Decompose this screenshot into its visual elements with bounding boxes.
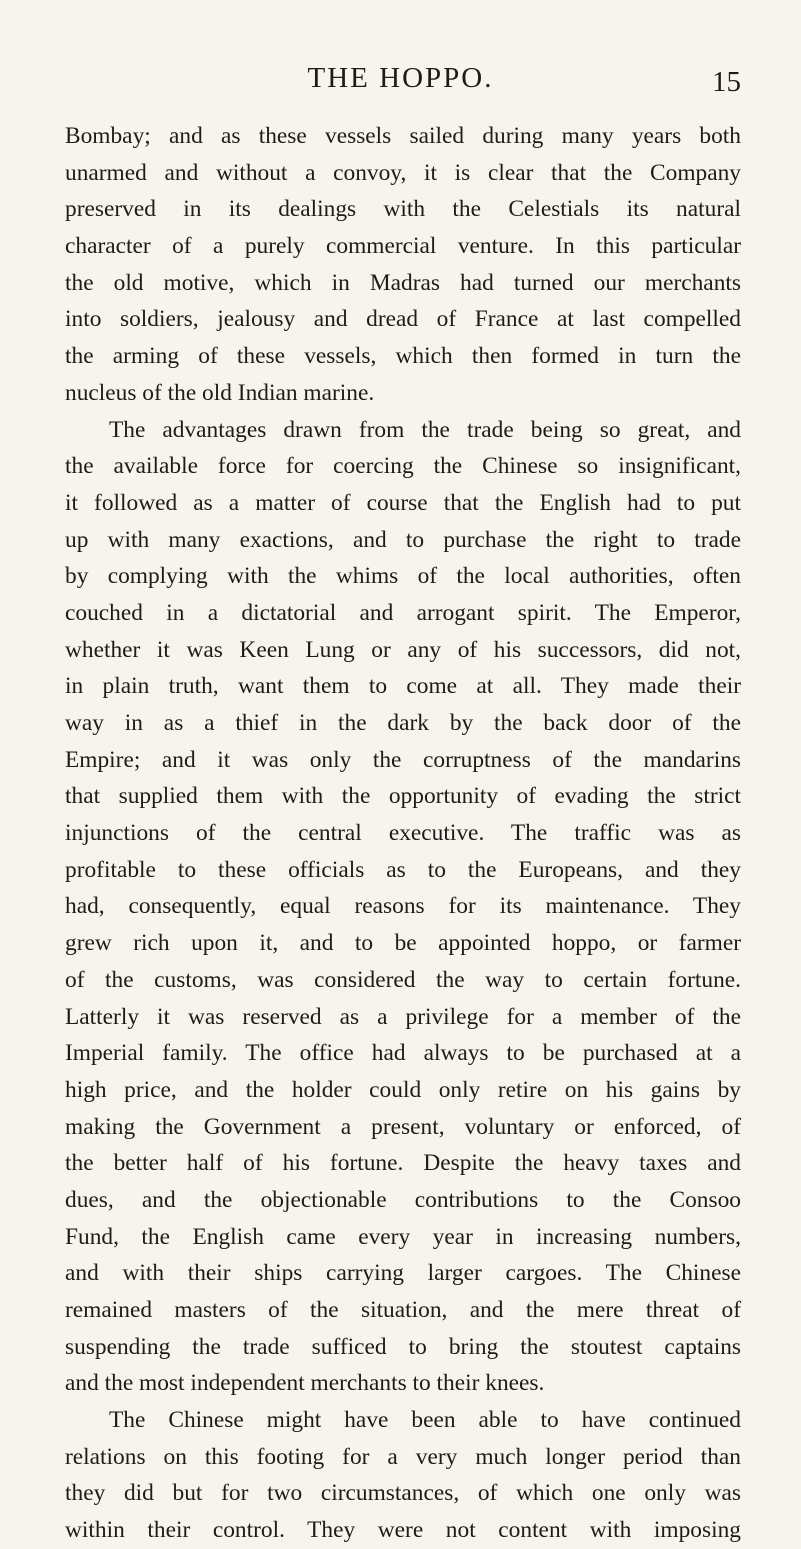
text-line: that supplied them with the opportunity of evading the strict (65, 783, 741, 810)
text-line: the old motive, which in Madras had turned our merchants (65, 269, 741, 296)
running-title: THE HOPPO. (307, 62, 494, 94)
text-line: nucleus of the old Indian marine. (65, 379, 375, 406)
text-line: injunctions of the central executive. The traffic was as (65, 820, 741, 847)
text-line: up with many exactions, and to purchase the right to trade (65, 526, 741, 553)
text-line: and with their ships carrying larger cargoes. The Chinese (65, 1260, 741, 1287)
text-line: The advantages drawn from the trade being so great, and (109, 416, 741, 443)
text-line: the arming of these vessels, which then formed in turn the (65, 343, 741, 370)
text-line: within their control. They were not content with imposing (65, 1517, 741, 1544)
text-line: suspending the trade sufficed to bring the stoutest captains (65, 1333, 741, 1360)
body-text (65, 118, 741, 1549)
text-line: The Chinese might have been able to have continued (109, 1407, 741, 1434)
text-line: making the Government a present, voluntary or enforced, of (65, 1113, 741, 1140)
text-line: profitable to these officials as to the Europeans, and they (65, 856, 741, 883)
text-line: character of a purely commercial venture. In this particular (65, 233, 741, 260)
text-line: Latterly it was reserved as a privilege for a member of the (65, 1003, 741, 1030)
text-line: dues, and the objectionable contributions to the Consoo (65, 1186, 741, 1213)
text-line: they did but for two circumstances, of which one only was (65, 1480, 741, 1507)
text-line: Fund, the English came every year in increasing numbers, (65, 1223, 741, 1250)
text-line: it followed as a matter of course that the English had to put (65, 489, 741, 516)
text-line: remained masters of the situation, and the mere threat of (65, 1297, 741, 1323)
text-line: in plain truth, want them to come at all. They made their (65, 673, 741, 700)
text-line: Bombay; and as these vessels sailed during many years both (65, 123, 741, 149)
text-line: unarmed and without a convoy, it is clear that the Company (65, 159, 741, 186)
text-line: grew rich upon it, and to be appointed hoppo, or farmer (65, 930, 741, 957)
text-line: and the most independent merchants to their knees. (65, 1370, 545, 1397)
text-line: high price, and the holder could only retire on his gains by (65, 1076, 741, 1103)
text-line: into soldiers, jealousy and dread of France at last compelled (65, 306, 741, 333)
text-line: way in as a thief in the dark by the back door of the (65, 710, 741, 736)
page-number: 15 (712, 66, 741, 98)
text-line: preserved in its dealings with the Celestials its natural (65, 196, 741, 223)
text-line: the available force for coercing the Chinese so insignificant, (65, 453, 741, 480)
text-line: the better half of his fortune. Despite the heavy taxes and (65, 1150, 741, 1177)
text-line: Empire; and it was only the corruptness of the mandarins (65, 746, 741, 773)
text-line: couched in a dictatorial and arrogant spirit. The Emperor, (65, 599, 741, 626)
text-line: whether it was Keen Lung or any of his successors, did not, (65, 636, 741, 663)
text-line: by complying with the whims of the local authorities, often (65, 563, 741, 590)
text-line: of the customs, was considered the way to certain fortune. (65, 966, 741, 993)
text-line: relations on this footing for a very much longer period than (65, 1443, 741, 1470)
text-line: Imperial family. The office had always to be purchased at a (65, 1040, 741, 1067)
text-line: had, consequently, equal reasons for its maintenance. They (65, 893, 741, 920)
